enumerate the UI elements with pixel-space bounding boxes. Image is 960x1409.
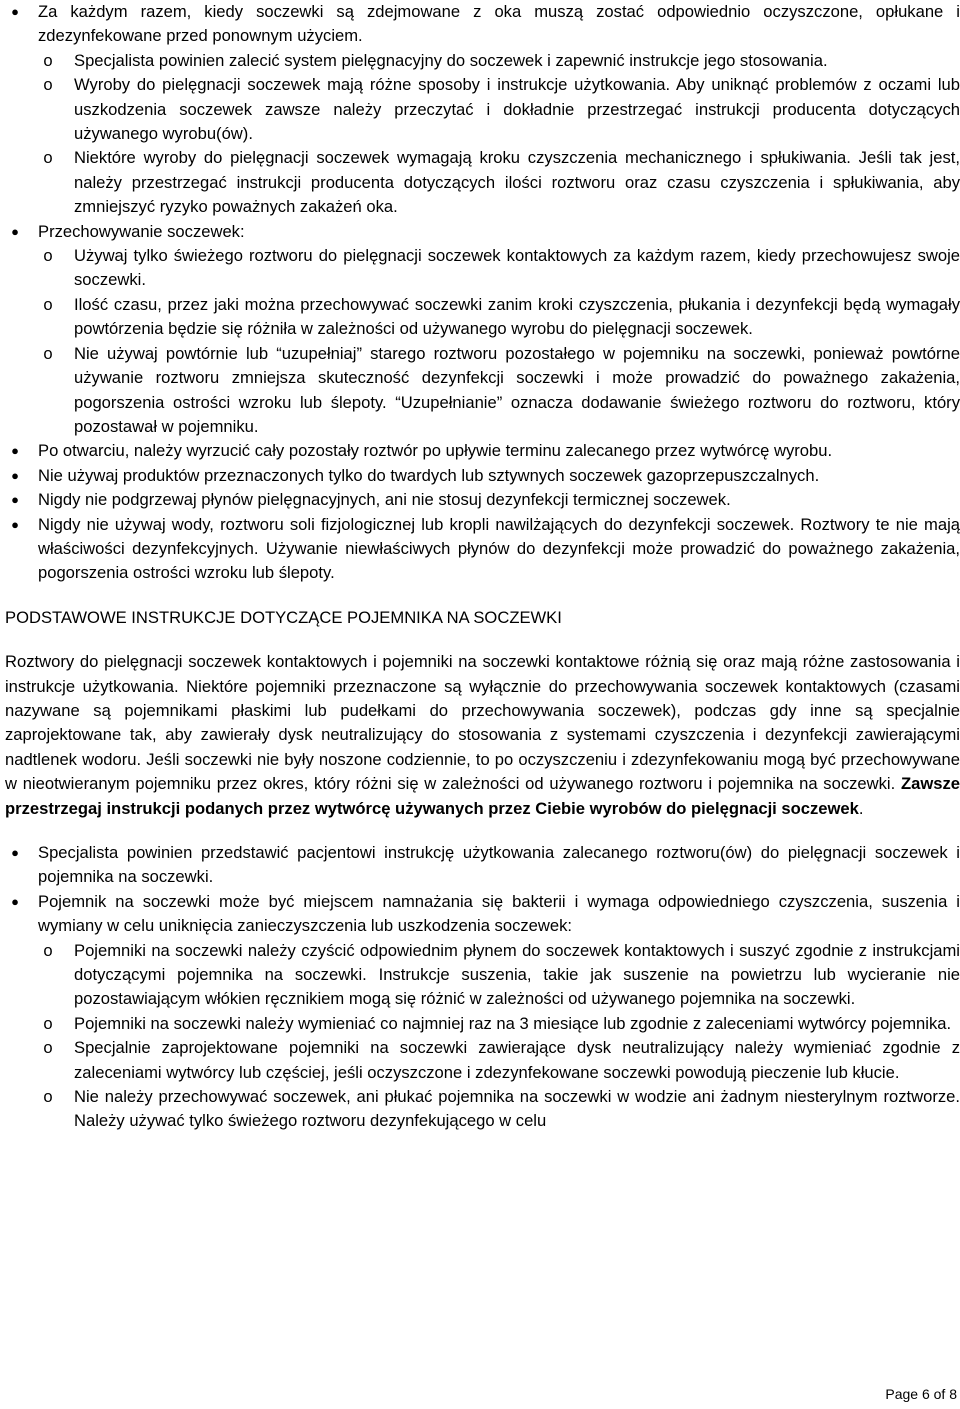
- sub-list-item: [38, 73, 960, 146]
- sub-item-text: Używaj tylko świeżego roztworu do pielęgnacji soczewek kontaktowych za każdym razem, kiedy przechowujesz swoje soczewki.: [74, 246, 960, 290]
- sub-list-item: [38, 146, 960, 219]
- sub-list-item: [38, 1036, 960, 1085]
- bullet-dot-icon: ●: [11, 223, 19, 239]
- sub-item-text: Nie używaj powtórnie lub “uzupełniaj” starego roztworu pozostałego w pojemniku na soczewki, ponieważ powtórne używanie roztworu zmniejsza skuteczność dezynfekcji soczewki i może prowadzić do poważnego zakażenia, pogorszenia ostrości wzroku lub ślepoty. “Uzupełnianie” oznacza dodawanie świeżego roztworu do roztworu, który pozostawał w pojemniku.: [74, 343, 960, 436]
- sub-item-text: Wyroby do pielęgnacji soczewek mają różne sposoby i instrukcje użytkowania. Aby uniknąć problemów z oczami lub uszkodzenia soczewek zawsze należy przeczytać i dokładnie przestrzegać instrukcji producenta dotyczących używanego wyrobu(ów).: [74, 75, 960, 144]
- circle-bullet-icon: o: [43, 1087, 53, 1107]
- circle-bullet-icon: o: [43, 75, 53, 95]
- list-item: [5, 488, 960, 512]
- sub-list-item: [38, 342, 960, 440]
- bullet-dot-icon: ●: [11, 492, 19, 508]
- sub-item-text: Nie należy przechowywać soczewek, ani płukać pojemnika na soczewki w wodzie ani żadnym niesterylnym roztworze. Należy używać tylko świeżego roztworu dezynfekującego w celu: [74, 1087, 960, 1131]
- circle-bullet-icon: o: [43, 1013, 53, 1033]
- bullet-dot-icon: ●: [11, 516, 19, 532]
- sub-list-item: [38, 49, 960, 73]
- sub-list-item: [38, 1012, 960, 1036]
- list-item-text: Po otwarciu, należy wyrzucić cały pozostały roztwór po upływie terminu zalecanego przez wytwórcę wyrobu.: [38, 441, 833, 461]
- list-item: [5, 439, 960, 463]
- sub-item-text: Specjalista powinien zalecić system pielęgnacyjny do soczewek i zapewnić instrukcje jego stosowania.: [74, 50, 828, 70]
- list-item-text: Nie używaj produktów przeznaczonych tylko do twardych lub sztywnych soczewek gazoprzepuszczalnych.: [38, 465, 820, 485]
- list-item-text: Za każdym razem, kiedy soczewki są zdejmowane z oka muszą zostać odpowiednio oczyszczone, opłukane i zdezynfekowane przed ponownym użyciem.: [38, 2, 960, 46]
- bullet-dot-icon: ●: [11, 4, 19, 19]
- bold-instruction-end: .: [858, 798, 864, 818]
- sub-item-text: Ilość czasu, przez jaki można przechowywać soczewki zanim kroki czyszczenia, płukania i dezynfekcji będą wymagały powtórzenia będzie się różniła w zależności od używanego wyrobu do pielęgnacji soczewek.: [74, 294, 960, 339]
- list-item: [5, 464, 960, 488]
- list-item: [5, 890, 960, 1134]
- list-item: [5, 841, 960, 890]
- list-item: [5, 0, 960, 220]
- list-item-text: Nigdy nie podgrzewaj płynów pielęgnacyjnych, ani nie stosuj dezynfekcji termicznej soczewek.: [38, 490, 731, 510]
- spacer: [5, 586, 960, 606]
- sub-item-text: Niektóre wyroby do pielęgnacji soczewek wymagają kroku czyszczenia mechanicznego i spłukiwania. Jeśli tak jest, należy przestrzegać instrukcji producenta dotyczących ilości roztworu oraz czasu czyszczenia i spłukiwania, aby zmniejszyć ryzyko poważnych zakażeń oka.: [74, 148, 960, 217]
- sub-list-item: [38, 1085, 960, 1134]
- list-item: [5, 220, 960, 440]
- list-item-text: Pojemnik na soczewki może być miejscem namnażania się bakterii i wymaga odpowiedniego czyszczenia, suszenia i wymiany w celu uniknięcia zanieczyszczenia lub uszkodzenia soczewek:: [38, 891, 960, 936]
- paragraph-text: Roztwory do pielęgnacji soczewek kontaktowych i pojemniki na soczewki kontaktowe różnią się oraz mają różne zastosowania i instrukcje użytkowania. Niektóre pojemniki przeznaczone są wyłącznie do przechowywania soczewek kontaktowych (czasami nazywane są pojemnikami płaskimi lub pudełkami do przechowywania soczewek), podczas gdy inne są specjalnie zaprojektowane tak, aby zawierały dysk neutralizujący do stosowania z systemami czyszczenia i dezynfekcji zawierającymi nadtlenek wodoru. Jeśli soczewki nie były noszone codziennie, to po oczyszczeniu i zdezynfekowaniu mogą być przechowywane w nieotwieranym pojemniku przez okres, który różni się w zależności od używanego roztworu i pojemnika na soczewki.: [5, 652, 960, 794]
- bullet-dot-icon: ●: [11, 443, 19, 459]
- list-item-text: Specjalista powinien przedstawić pacjentowi instrukcję użytkowania zalecanego roztworu(ów) do pielęgnacji soczewek i pojemnika na soczewki.: [38, 843, 960, 887]
- sub-list: [38, 49, 960, 220]
- list-item-text: Nigdy nie używaj wody, roztworu soli fizjologicznej lub kropli nawilżających do dezynfekcji soczewek. Roztwory te nie mają właściwości dezynfekcyjnych. Używanie niewłaściwych płynów do dezynfekcji może prowadzić do poważnego zakażenia, pogorszenia ostrości wzroku lub ślepoty.: [38, 514, 960, 583]
- sub-list-item: [38, 244, 960, 293]
- sub-item-text: Specjalnie zaprojektowane pojemniki na soczewki zawierające dysk neutralizujący należy wymieniać zgodnie z zaleceniami wytwórcy lub częściej, jeśli oczyszczone i zdezynfekowane soczewki powodują pieczenie lub kłucie.: [74, 1038, 960, 1082]
- section-heading: PODSTAWOWE INSTRUKCJE DOTYCZĄCE POJEMNIKA NA SOCZEWKI: [5, 607, 562, 627]
- circle-bullet-icon: o: [43, 343, 53, 363]
- sub-list: [38, 939, 960, 1134]
- sub-item-text: Pojemniki na soczewki należy wymieniać co najmniej raz na 3 miesiące lub zgodnie z zaleceniami wytwórcy pojemnika.: [74, 1013, 952, 1033]
- list-item: [5, 513, 960, 586]
- circle-bullet-icon: o: [43, 148, 53, 168]
- sub-list-item: [38, 939, 960, 1012]
- circle-bullet-icon: o: [43, 1038, 53, 1058]
- body-paragraph: [5, 650, 960, 821]
- sub-list-item: [38, 293, 960, 342]
- spacer: [5, 821, 960, 841]
- storage-title: Przechowywanie soczewek:: [38, 221, 245, 241]
- sub-list: [38, 244, 960, 439]
- lens-case-list: [5, 841, 960, 1134]
- circle-bullet-icon: o: [43, 940, 53, 960]
- circle-bullet-icon: o: [43, 50, 53, 70]
- circle-bullet-icon: o: [43, 246, 53, 266]
- sub-item-text: Pojemniki na soczewki należy czyścić odpowiednim płynem do soczewek kontaktowych i suszyć zgodnie z instrukcjami dotyczącymi pojemnika na soczewki. Instrukcje suszenia, takie jak suszenie na powietrzu lub wycieranie nie pozostawiającym włókien ręcznikiem mogą się różnić w zależności od używanego pojemnika na soczewki.: [74, 940, 960, 1009]
- bold-instruction: Zawsze przestrzegaj instrukcji podanych przez wytwórcę używanych przez Ciebie wyrobów do pielęgnacji soczewek: [5, 774, 960, 818]
- bullet-dot-icon: ●: [11, 845, 19, 860]
- bullet-dot-icon: ●: [11, 893, 19, 909]
- lens-care-list: [5, 0, 960, 586]
- circle-bullet-icon: o: [43, 294, 53, 314]
- page-number: Page 6 of 8: [885, 1386, 957, 1402]
- document-content: [5, 0, 960, 1134]
- spacer: [5, 630, 960, 650]
- bullet-dot-icon: ●: [11, 467, 19, 483]
